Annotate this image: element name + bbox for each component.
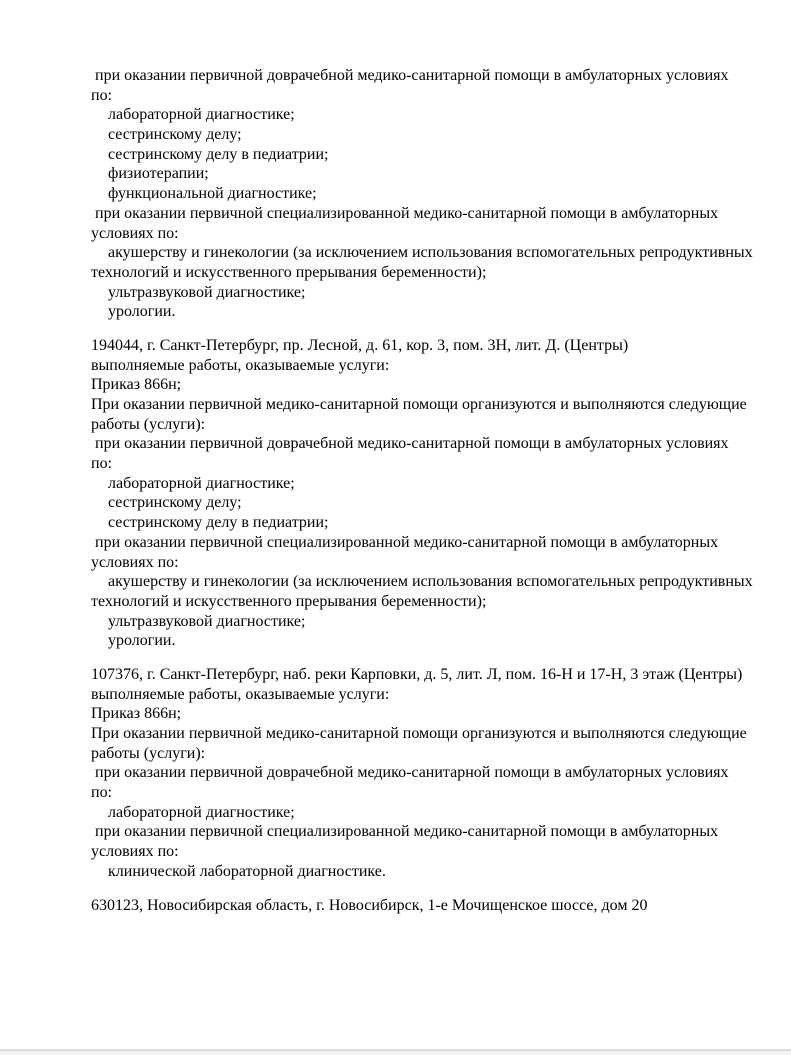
text-line: по: <box>91 784 113 802</box>
text-line: урологии. <box>108 303 176 321</box>
text-line: При оказании первичной медико-санитарной помощи организуются и выполняются следующие <box>91 725 747 742</box>
text-line: урологии. <box>108 632 176 650</box>
text-line: При оказании первичной медико-санитарной помощи организуются и выполняются следующие <box>91 396 747 413</box>
license-section <box>91 896 763 916</box>
text-line: условиях по: <box>91 843 179 861</box>
text-line: 630123, Новосибирская область, г. Новосибирск, 1-е Мочищенское шоссе, дом 20 <box>91 896 648 914</box>
text-line: при оказании первичной доврачебной медико-санитарной помощи в амбулаторных условиях <box>95 67 729 84</box>
text-line: акушерству и гинекологии (за исключением использования вспомогательных репродуктивных <box>108 573 753 591</box>
text-line: лабораторной диагностике; <box>108 474 295 492</box>
license-section <box>91 665 763 882</box>
horizontal-scrollbar-track[interactable] <box>0 1049 791 1055</box>
text-line: сестринскому делу в педиатрии; <box>108 145 329 163</box>
text-line: Приказ 866н; <box>91 376 182 394</box>
text-line: сестринскому делу; <box>108 126 242 144</box>
text-line: физиотерапии; <box>108 165 209 183</box>
text-line: при оказании первичной специализированной медико-санитарной помощи в амбулаторных <box>95 823 719 841</box>
text-line: работы (услуги): <box>91 415 206 433</box>
text-line: 107376, г. Санкт-Петербург, наб. реки Карповки, д. 5, лит. Л, пом. 16-Н и 17-Н, 3 этаж (Центры) <box>91 665 743 683</box>
text-line: Приказ 866н; <box>91 705 182 723</box>
text-line: ультразвуковой диагностике; <box>108 283 306 301</box>
text-line: работы (услуги): <box>91 744 206 762</box>
text-line: выполняемые работы, оказываемые услуги: <box>91 356 390 374</box>
text-line: лабораторной диагностике; <box>108 803 295 821</box>
text-line: при оказании первичной доврачебной медико-санитарной помощи в амбулаторных условиях <box>95 764 729 782</box>
text-line: ультразвуковой диагностике; <box>108 612 306 630</box>
text-line: функциональной диагностике; <box>108 185 317 203</box>
text-line: выполняемые работы, оказываемые услуги: <box>91 685 390 703</box>
license-section <box>91 66 763 322</box>
text-line: условиях по: <box>91 553 179 571</box>
text-line: при оказании первичной специализированной медико-санитарной помощи в амбулаторных <box>95 204 719 222</box>
license-section <box>91 336 763 651</box>
text-line: 194044, г. Санкт-Петербург, пр. Лесной, д. 61, кор. 3, пом. 3Н, лит. Д. (Центры) <box>91 336 629 354</box>
text-line: условиях по: <box>91 224 179 242</box>
text-line: технологий и искусственного прерывания беременности); <box>91 263 487 281</box>
text-line: по: <box>91 86 113 104</box>
text-line: сестринскому делу; <box>108 494 242 512</box>
text-line: клинической лабораторной диагностике. <box>108 862 386 880</box>
text-line: акушерству и гинекологии (за исключением использования вспомогательных репродуктивных <box>108 244 753 262</box>
text-line: лабораторной диагностике; <box>108 106 295 124</box>
text-line: при оказании первичной специализированной медико-санитарной помощи в амбулаторных <box>95 533 719 551</box>
text-line: по: <box>91 455 113 473</box>
text-line: сестринскому делу в педиатрии; <box>108 514 329 532</box>
text-line: технологий и искусственного прерывания беременности); <box>91 592 487 610</box>
document-body <box>91 66 763 915</box>
text-line: при оказании первичной доврачебной медико-санитарной помощи в амбулаторных условиях <box>95 435 729 453</box>
